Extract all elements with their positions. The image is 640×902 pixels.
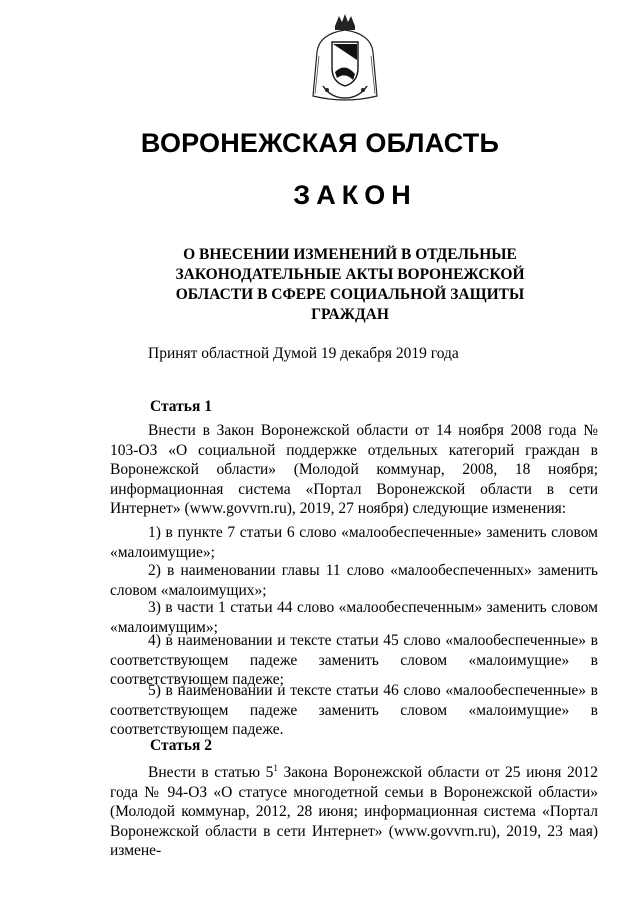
- law-title-line: ЗАКОНОДАТЕЛЬНЫЕ АКТЫ ВОРОНЕЖСКОЙ: [175, 266, 525, 283]
- law-title-line: ГРАЖДАН: [311, 306, 389, 323]
- article-1-item: 2) в наименовании главы 11 слово «малообеспеченных» заменить словом «малоимущих»;: [110, 562, 598, 599]
- article-1-intro: Внести в Закон Воронежской области от 14 ноября 2008 года № 103-ОЗ «О социальной поддержке отдельных категорий граждан в Воронежской области» (Молодой коммунар, 2008, 18 ноября; информационная система «Портал Воронежской области в сети Интернет» (www.govvrn.ru), 2019, 27 ноября) следующие изменения:: [110, 422, 598, 517]
- law-title-line: О ВНЕСЕНИИ ИЗМЕНЕНИЙ В ОТДЕЛЬНЫЕ: [183, 246, 517, 263]
- article-2-text-rest: Закона Воронежской области от 25 июня 2012 года № 94-ОЗ «О статусе многодетной семьи в Воронежской области» (Молодой коммунар, 2012, 28 июня; информационная система «Портал Воронежской области в сети Интернет» (www.govvrn.ru), 2019, 23 мая) измене-: [110, 764, 598, 859]
- article-2-superscript: 1: [273, 762, 278, 773]
- article-1-item: 3) в части 1 статьи 44 слово «малообеспеченным» заменить словом «малоимущим»;: [110, 599, 598, 636]
- document-type-heading: ЗАКОН: [293, 180, 417, 210]
- region-heading: ВОРОНЕЖСКАЯ ОБЛАСТЬ: [140, 128, 500, 158]
- coat-of-arms-emblem: [305, 12, 385, 104]
- article-1-item: 4) в наименовании и тексте статьи 45 слово «малообеспеченные» в соответствующем падеже заменить словом «малоимущие» в соответствующем падеже;: [110, 632, 598, 688]
- article-2-heading: Статья 2: [150, 737, 212, 754]
- article-1-heading: Статья 1: [150, 398, 212, 415]
- article-1-item: 1) в пункте 7 статьи 6 слово «малообеспеченные» заменить словом «малоимущие»;: [110, 524, 598, 561]
- law-title-line: ОБЛАСТИ В СФЕРЕ СОЦИАЛЬНОЙ ЗАЩИТЫ: [175, 286, 525, 303]
- article-2-text-start: Внести в статью 5: [148, 764, 274, 781]
- article-1-item: 5) в наименовании и тексте статьи 46 слово «малообеспеченные» в соответствующем падеже заменить словом «малоимущие» в соответствующем падеже.: [110, 682, 598, 738]
- law-title: [160, 245, 540, 325]
- article-2-paragraph: [110, 763, 598, 861]
- adoption-line: Принят областной Думой 19 декабря 2019 года: [148, 345, 459, 362]
